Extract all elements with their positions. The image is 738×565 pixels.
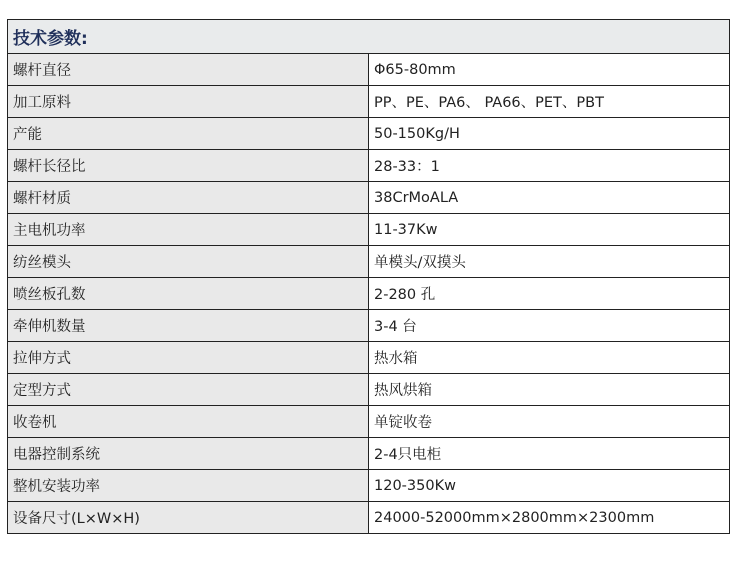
parameter-value: Φ65-80mm <box>369 54 730 86</box>
parameter-value: 11-37Kw <box>369 214 730 246</box>
parameter-label: 螺杆直径 <box>8 54 369 86</box>
parameter-label: 设备尺寸(L×W×H) <box>8 502 369 534</box>
table-row <box>8 438 730 470</box>
table-row <box>8 246 730 278</box>
parameter-value: 单模头/双摸头 <box>369 246 730 278</box>
parameter-value: 热风烘箱 <box>369 374 730 406</box>
table-row <box>8 214 730 246</box>
table-title: 技术参数: <box>8 20 730 54</box>
table-row <box>8 86 730 118</box>
table-row <box>8 342 730 374</box>
table-row <box>8 310 730 342</box>
parameter-label: 电器控制系统 <box>8 438 369 470</box>
table-header-row <box>8 20 730 54</box>
table-row <box>8 54 730 86</box>
parameter-value: PP、PE、PA6、 PA66、PET、PBT <box>369 86 730 118</box>
technical-parameters-table <box>7 19 730 534</box>
parameter-label: 加工原料 <box>8 86 369 118</box>
table-row <box>8 502 730 534</box>
parameter-label: 收卷机 <box>8 406 369 438</box>
parameter-value: 50-150Kg/H <box>369 118 730 150</box>
parameter-label: 喷丝板孔数 <box>8 278 369 310</box>
parameter-label: 主电机功率 <box>8 214 369 246</box>
parameter-label: 纺丝模头 <box>8 246 369 278</box>
parameter-value: 3-4 台 <box>369 310 730 342</box>
table-row <box>8 470 730 502</box>
table-body <box>8 20 730 534</box>
parameter-label: 产能 <box>8 118 369 150</box>
parameter-value: 38CrMoALA <box>369 182 730 214</box>
parameter-value: 热水箱 <box>369 342 730 374</box>
parameter-value: 28-33：1 <box>369 150 730 182</box>
parameter-label: 拉伸方式 <box>8 342 369 374</box>
parameter-value: 2-280 孔 <box>369 278 730 310</box>
parameter-label: 牵伸机数量 <box>8 310 369 342</box>
table-row <box>8 182 730 214</box>
parameter-value: 单锭收卷 <box>369 406 730 438</box>
parameter-label: 螺杆材质 <box>8 182 369 214</box>
table-row <box>8 150 730 182</box>
table-row <box>8 278 730 310</box>
parameter-value: 2-4只电柜 <box>369 438 730 470</box>
table-row <box>8 406 730 438</box>
parameter-label: 螺杆长径比 <box>8 150 369 182</box>
parameter-value: 24000-52000mm×2800mm×2300mm <box>369 502 730 534</box>
parameter-label: 定型方式 <box>8 374 369 406</box>
table-row <box>8 118 730 150</box>
table-row <box>8 374 730 406</box>
parameter-label: 整机安装功率 <box>8 470 369 502</box>
parameter-value: 120-350Kw <box>369 470 730 502</box>
